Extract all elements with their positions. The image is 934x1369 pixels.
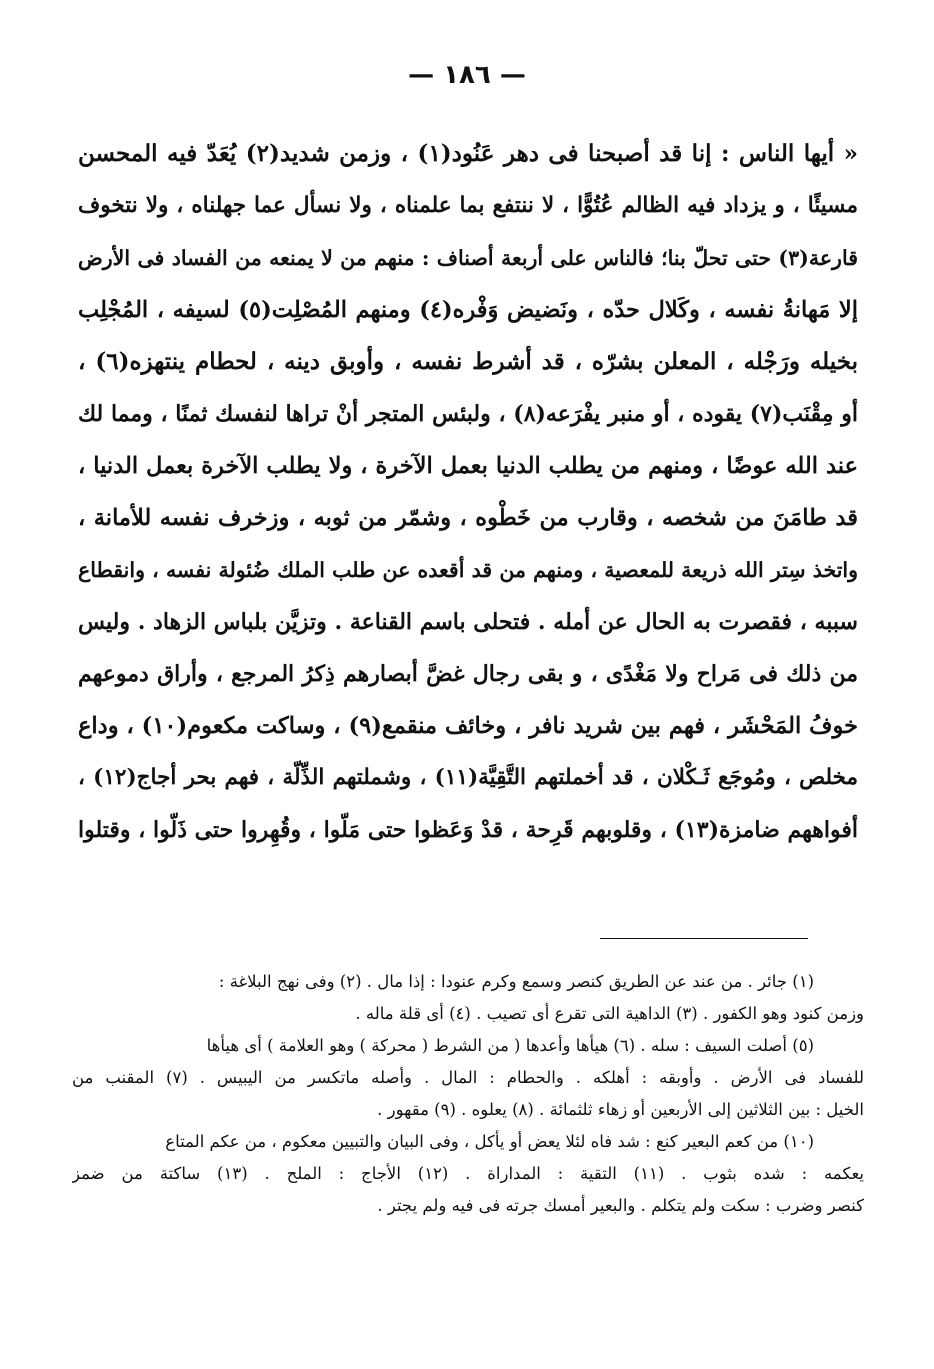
footnote-line: الخيل : بين الثلاثين إلى الأربعين أو زهاء ثلثمائة . (٨) يعلوه . (٩) مقهور . <box>377 1100 864 1119</box>
text-line: مسيئًا ، و يزداد فيه الظالم عُتُوًّا ، لا ننتفع بما علمناه ، ولا نسأل عما جهلناه ، ولا نتخوف <box>78 193 858 218</box>
text-line: مخلص ، ومُوجَع ثَـكْلان ، قد أخملتهم التَّقِيَّة(١١) ، وشملتهم الذِّلّة ، فهم بحر أجاج(١٢) ، <box>78 765 858 790</box>
text-line: قد طامَنَ من شخصه ، وقارب من خَطْوه ، وشمّر من ثوبه ، وزخرف نفسه للأمانة ، <box>78 505 858 531</box>
text-line: أو مِقْنَب(٧) يقوده ، أو منبر يفْرَعه(٨) ، ولبئس المتجر أنْ تراها لنفسك ثمنًا ، ومما لك <box>78 401 858 427</box>
footnote-line: للفساد فى الأرض . وأوبقه : أهلكه . والحطام : المال . وأصله ماتكسر من اليبيس . (٧) المقنب من <box>72 1068 864 1087</box>
text-line: خوفُ المَحْشَر ، فهم بين شريد نافر ، وخائف منقمع(٩) ، وساكت مكعوم(١٠) ، وداع <box>78 713 858 739</box>
text-line: « أيها الناس : إنا قد أصبحنا فى دهر عَنُود(١) ، وزمن شديد(٢) يُعَدّ فيه المحسن <box>78 140 858 167</box>
footnote-line: وزمن كنود وهو الكفور . (٣) الداهية التى تقرع أى تصيب . (٤) أى قلة ماله . <box>355 1004 864 1023</box>
text-line: بخيله ورَجْله ، المعلن بشرّه ، قد أشرط نفسه ، وأوبق دينه ، لحطام ينتهزه(٦) ، <box>78 348 858 375</box>
text-line: سببه ، فقصرت به الحال عن أمله . فتحلى باسم القناعة . وتزيَّن بلباس الزهاد . وليس <box>78 609 858 635</box>
footnote-line: كنصر وضرب : سكت ولم يتكلم . والبعير أمسك جرته فى فيه ولم يجتر . <box>377 1196 864 1215</box>
text-line: واتخذ سِتر الله ذريعة للمعصية ، ومنهم من قد أقعده عن طلب الملك ضُئولة نفسه ، وانقطاع <box>78 558 858 582</box>
page-number: — ١٨٦ — <box>408 60 526 90</box>
text-line: إلا مَهانةُ نفسه ، وكَلال حدّه ، ونَضيض وَفْره(٤) ومنهم المُصْلِت(٥) لسيفه ، المُجْلِب <box>78 297 858 323</box>
footnote-separator <box>600 938 808 939</box>
footnote-line: يعكمه : شده بثوب . (١١) التقية : المداراة . (١٢) الأجاج : الملح . (١٣) ساكتة من ضمز <box>72 1164 864 1183</box>
text-line: قارعة(٣) حتى تحلّ بنا؛ فالناس على أربعة أصناف : منهم من لا يمنعه من الفساد فى الأرض <box>78 246 858 270</box>
footnotes <box>72 966 864 1222</box>
footnote-line: (١) جائر . من عند عن الطريق كنصر وسمع وكرم عنودا : إذا مال . (٢) وفى نهج البلاغة : <box>218 972 814 991</box>
text-line: أفواههم ضامزة(١٣) ، وقلوبهم قَرِحة ، قدْ وَعَظوا حتى مَلّوا ، وقُهِروا حتى ذَلّوا ، وقتلوا <box>78 817 858 843</box>
footnote-line: (٥) أصلت السيف : سله . (٦) هيأها وأعدها ( من الشرط ( محركة ) وهو العلامة ) أى هيأها <box>206 1036 814 1055</box>
footnote-line: (١٠) من كعم البعير كنع : شد فاه لئلا يعض أو يأكل ، وفى البيان والتبيين معكوم ، من عكم المتاع <box>165 1132 814 1151</box>
text-line: من ذلك فى مَراح ولا مَغْدًى ، و بقى رجال غضَّ أبصارهم ذِكرُ المرجع ، وأراق دموعهم <box>78 661 858 687</box>
body-text <box>78 128 858 856</box>
text-line: عند الله عوضًا ، ومنهم من يطلب الدنيا بعمل الآخرة ، ولا يطلب الآخرة بعمل الدنيا ، <box>78 453 858 479</box>
